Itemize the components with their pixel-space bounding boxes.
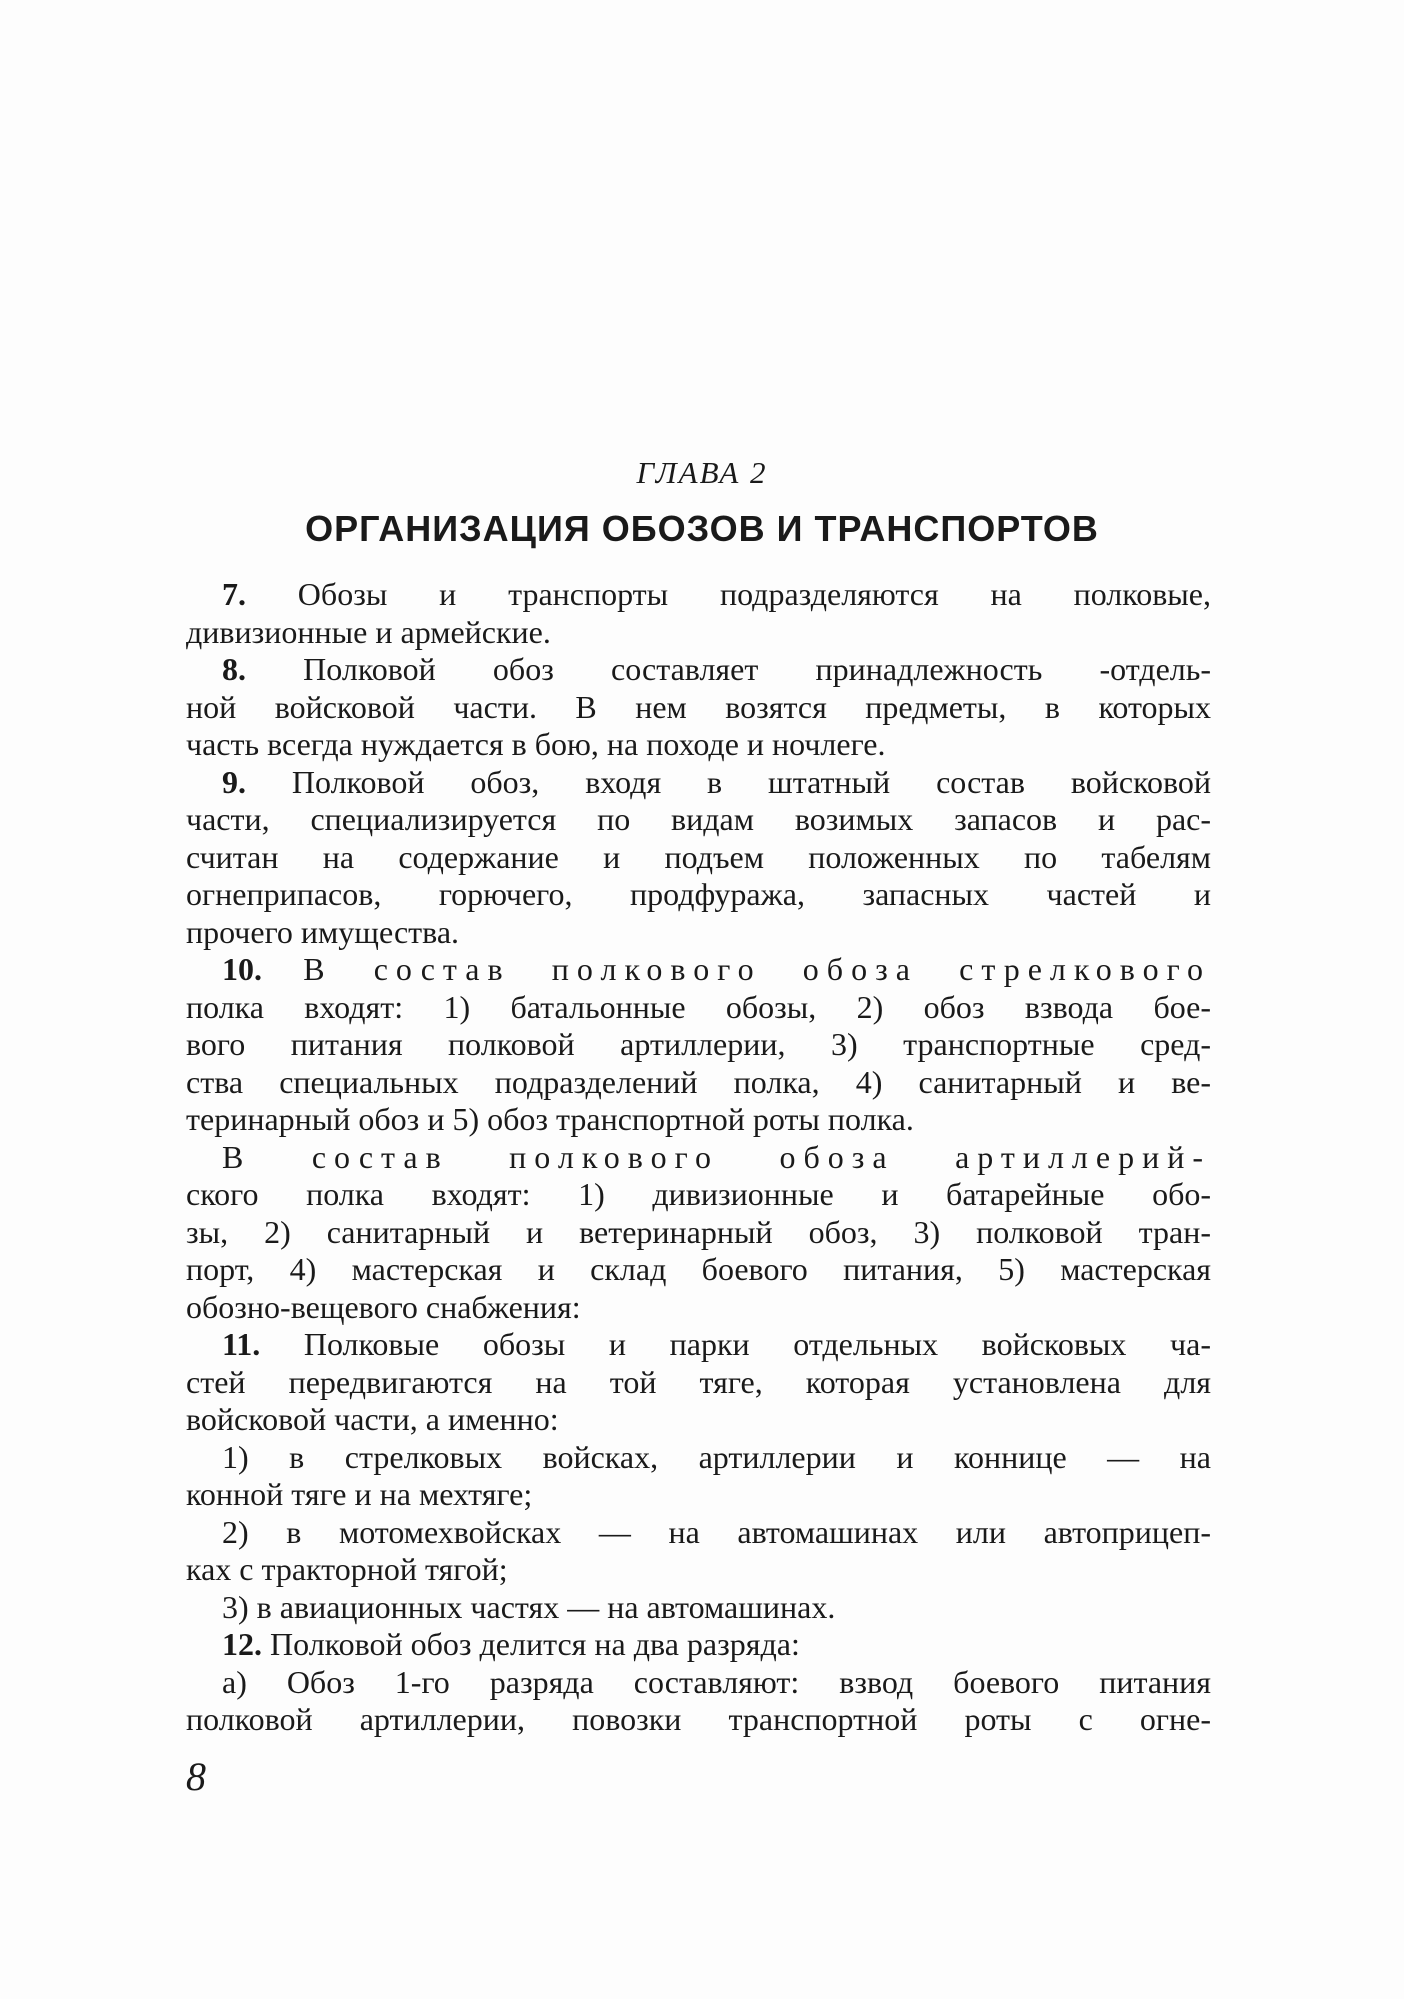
text-line: 1) в стрелковых войсках, артиллерии и коннице — на (222, 1438, 1211, 1475)
body-text (186, 576, 1211, 1739)
text-line: огнеприпасов, горючего, продфуража, запасных частей и (186, 876, 1211, 912)
text-line: 3) в авиационных частях — на автомашинах. (222, 1588, 836, 1625)
text-line: дивизионные и армейские. (186, 613, 551, 650)
text-line: зы, 2) санитарный и ветеринарный обоз, 3) полковой тран- (186, 1213, 1211, 1250)
paragraph-number: 7. (222, 576, 246, 612)
text-line: 7. Обозы и транспорты подразделяются на полковые, (222, 576, 1211, 612)
text-line: В состав полкового обоза артиллерий- (222, 1138, 1211, 1175)
paragraph-number: 9. (222, 763, 246, 800)
text-line: обозно-вещевого снабжения: (186, 1288, 581, 1325)
text-line: ках с тракторной тягой; (186, 1551, 508, 1587)
text-line: войсковой части, а именно: (186, 1401, 559, 1437)
chapter-label: ГЛАВА 2 (636, 455, 768, 490)
paragraph-number: 10. (222, 951, 262, 987)
text-line: конной тяге и на мехтяге; (186, 1476, 533, 1512)
text-line: порт, 4) мастерская и склад боевого питания, 5) мастерская (186, 1251, 1211, 1287)
text-line: а) Обоз 1-го разряда составляют: взвод боевого питания (222, 1663, 1211, 1700)
text-line: ной войсковой части. В нем возятся предметы, в которых (186, 688, 1211, 725)
page-number: 8 (186, 1754, 206, 1799)
text-line: ства специальных подразделений полка, 4) санитарный и ве- (186, 1063, 1211, 1100)
text-line: вого питания полковой артиллерии, 3) транспортные сред- (186, 1026, 1211, 1062)
text-line: прочего имущества. (186, 913, 460, 950)
text-line: стей передвигаются на той тяге, которая установлена для (186, 1363, 1211, 1400)
text-line: 10. В состав полкового обоза стрелкового (222, 951, 1211, 987)
text-line: части, специализируется по видам возимых запасов и рас- (186, 801, 1211, 837)
text-line: часть всегда нуждается в бою, на походе и ночлеге. (186, 726, 886, 762)
text-line: теринарный обоз и 5) обоз транспортной роты полка. (186, 1101, 914, 1137)
paragraph-number: 11. (222, 1326, 261, 1362)
text-line: считан на содержание и подъем положенных по табелям (186, 838, 1211, 875)
text-line: полковой артиллерии, повозки транспортной роты с огне- (186, 1701, 1211, 1737)
paragraph-number: 8. (222, 651, 246, 687)
text-line: 8. Полковой обоз составляет принадлежность -отдель- (222, 651, 1211, 687)
text-line: 12. Полковой обоз делится на два разряда: (222, 1626, 800, 1662)
text-line: 9. Полковой обоз, входя в штатный состав войсковой (222, 763, 1211, 800)
text-line: ского полка входят: 1) дивизионные и батарейные обо- (186, 1176, 1211, 1212)
paragraph-number: 12. (222, 1626, 262, 1662)
text-line: 2) в мотомехвойсках — на автомашинах или автоприцеп- (222, 1513, 1211, 1550)
chapter-title: ОРГАНИЗАЦИЯ ОБОЗОВ И ТРАНСПОРТОВ (305, 508, 1099, 549)
text-line: полка входят: 1) батальонные обозы, 2) обоз взвода бое- (186, 988, 1211, 1025)
text-line: 11. Полковые обозы и парки отдельных войсковых ча- (222, 1326, 1211, 1362)
